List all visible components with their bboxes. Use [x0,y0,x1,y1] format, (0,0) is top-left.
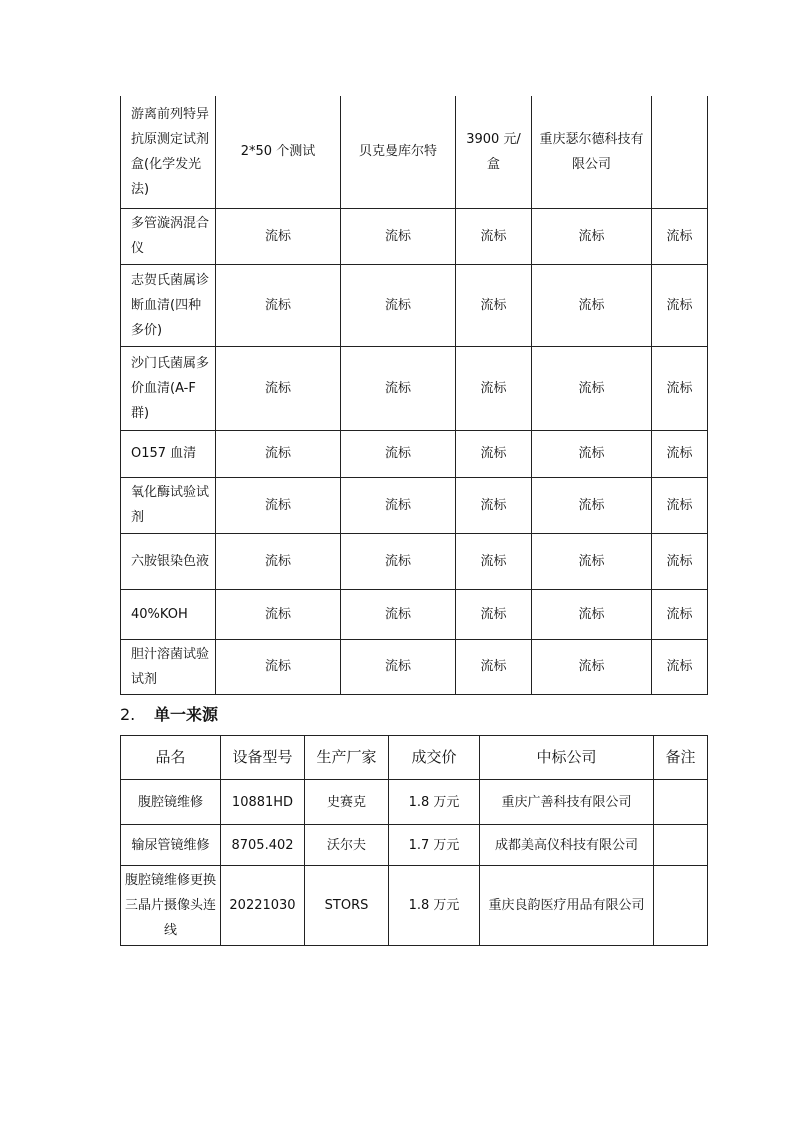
item-name: 输尿管镜维修 [121,825,221,866]
item-spec: 流标 [216,430,341,477]
item-note: 流标 [652,346,708,430]
item-price: 流标 [456,208,532,264]
item-company: 流标 [532,430,652,477]
item-spec: 流标 [216,264,341,346]
item-price: 流标 [456,589,532,639]
item-company: 流标 [532,639,652,694]
item-spec: 流标 [216,589,341,639]
section-title: 单一来源 [154,705,219,724]
item-company: 流标 [532,264,652,346]
table-row [121,780,708,825]
item-note [654,780,708,825]
table-row [121,477,708,533]
item-maker: 流标 [341,430,456,477]
item-company: 重庆良韵医疗用品有限公司 [480,866,654,946]
item-maker: 史赛克 [305,780,389,825]
item-name: 六胺银染色液 [121,533,216,589]
item-maker: 流标 [341,639,456,694]
item-note [654,866,708,946]
item-name: 志贺氏菌属诊断血清(四种多价) [121,264,216,346]
item-maker: 流标 [341,208,456,264]
item-note: 流标 [652,264,708,346]
item-company: 成都美高仪科技有限公司 [480,825,654,866]
table-row [121,533,708,589]
item-price: 流标 [456,639,532,694]
item-note: 流标 [652,589,708,639]
item-maker: 贝克曼库尔特 [341,96,456,208]
item-price: 流标 [456,430,532,477]
table-row [121,825,708,866]
item-maker: 流标 [341,264,456,346]
item-name: 腹腔镜维修更换三晶片摄像头连线 [121,866,221,946]
item-spec: 2*50 个测试 [216,96,341,208]
table-row [121,866,708,946]
item-maker: 沃尔夫 [305,825,389,866]
table-row [121,264,708,346]
item-spec: 流标 [216,533,341,589]
item-note: 流标 [652,430,708,477]
item-company: 流标 [532,346,652,430]
item-name: 40%KOH [121,589,216,639]
item-price: 流标 [456,264,532,346]
item-model: 20221030 [221,866,305,946]
item-price: 1.7 万元 [389,825,480,866]
table-row [121,346,708,430]
item-price: 流标 [456,477,532,533]
item-note: 流标 [652,533,708,589]
item-price: 3900 元/盒 [456,96,532,208]
item-maker: STORS [305,866,389,946]
item-company: 流标 [532,477,652,533]
procurement-table-continued [120,96,708,695]
item-price: 1.8 万元 [389,780,480,825]
table-row [121,639,708,694]
column-header: 品名 [121,736,221,780]
item-price: 流标 [456,346,532,430]
item-model: 8705.402 [221,825,305,866]
section-number: 2. [120,705,136,724]
item-company: 重庆瑟尔德科技有限公司 [532,96,652,208]
item-note: 流标 [652,208,708,264]
item-spec: 流标 [216,346,341,430]
section-heading [120,704,218,726]
item-company: 流标 [532,589,652,639]
item-model: 10881HD [221,780,305,825]
table-row [121,589,708,639]
item-company: 重庆广善科技有限公司 [480,780,654,825]
item-company: 流标 [532,533,652,589]
item-spec: 流标 [216,639,341,694]
table-header-row [121,736,708,780]
item-note [652,96,708,208]
column-header: 设备型号 [221,736,305,780]
column-header: 中标公司 [480,736,654,780]
item-name: 多管漩涡混合仪 [121,208,216,264]
item-name: 沙门氏菌属多价血清(A-F 群) [121,346,216,430]
column-header: 备注 [654,736,708,780]
item-name: O157 血清 [121,430,216,477]
column-header: 成交价 [389,736,480,780]
item-maker: 流标 [341,533,456,589]
item-note [654,825,708,866]
item-name: 胆汁溶菌试验试剂 [121,639,216,694]
item-price: 1.8 万元 [389,866,480,946]
item-name: 腹腔镜维修 [121,780,221,825]
single-source-table [120,735,708,946]
item-spec: 流标 [216,208,341,264]
item-maker: 流标 [341,589,456,639]
item-note: 流标 [652,639,708,694]
table-row [121,96,708,208]
item-company: 流标 [532,208,652,264]
item-note: 流标 [652,477,708,533]
item-price: 流标 [456,533,532,589]
column-header: 生产厂家 [305,736,389,780]
item-maker: 流标 [341,346,456,430]
item-maker: 流标 [341,477,456,533]
item-name: 游离前列特异抗原测定试剂盒(化学发光法) [121,96,216,208]
item-name: 氧化酶试验试剂 [121,477,216,533]
table-row [121,430,708,477]
table-row [121,208,708,264]
item-spec: 流标 [216,477,341,533]
